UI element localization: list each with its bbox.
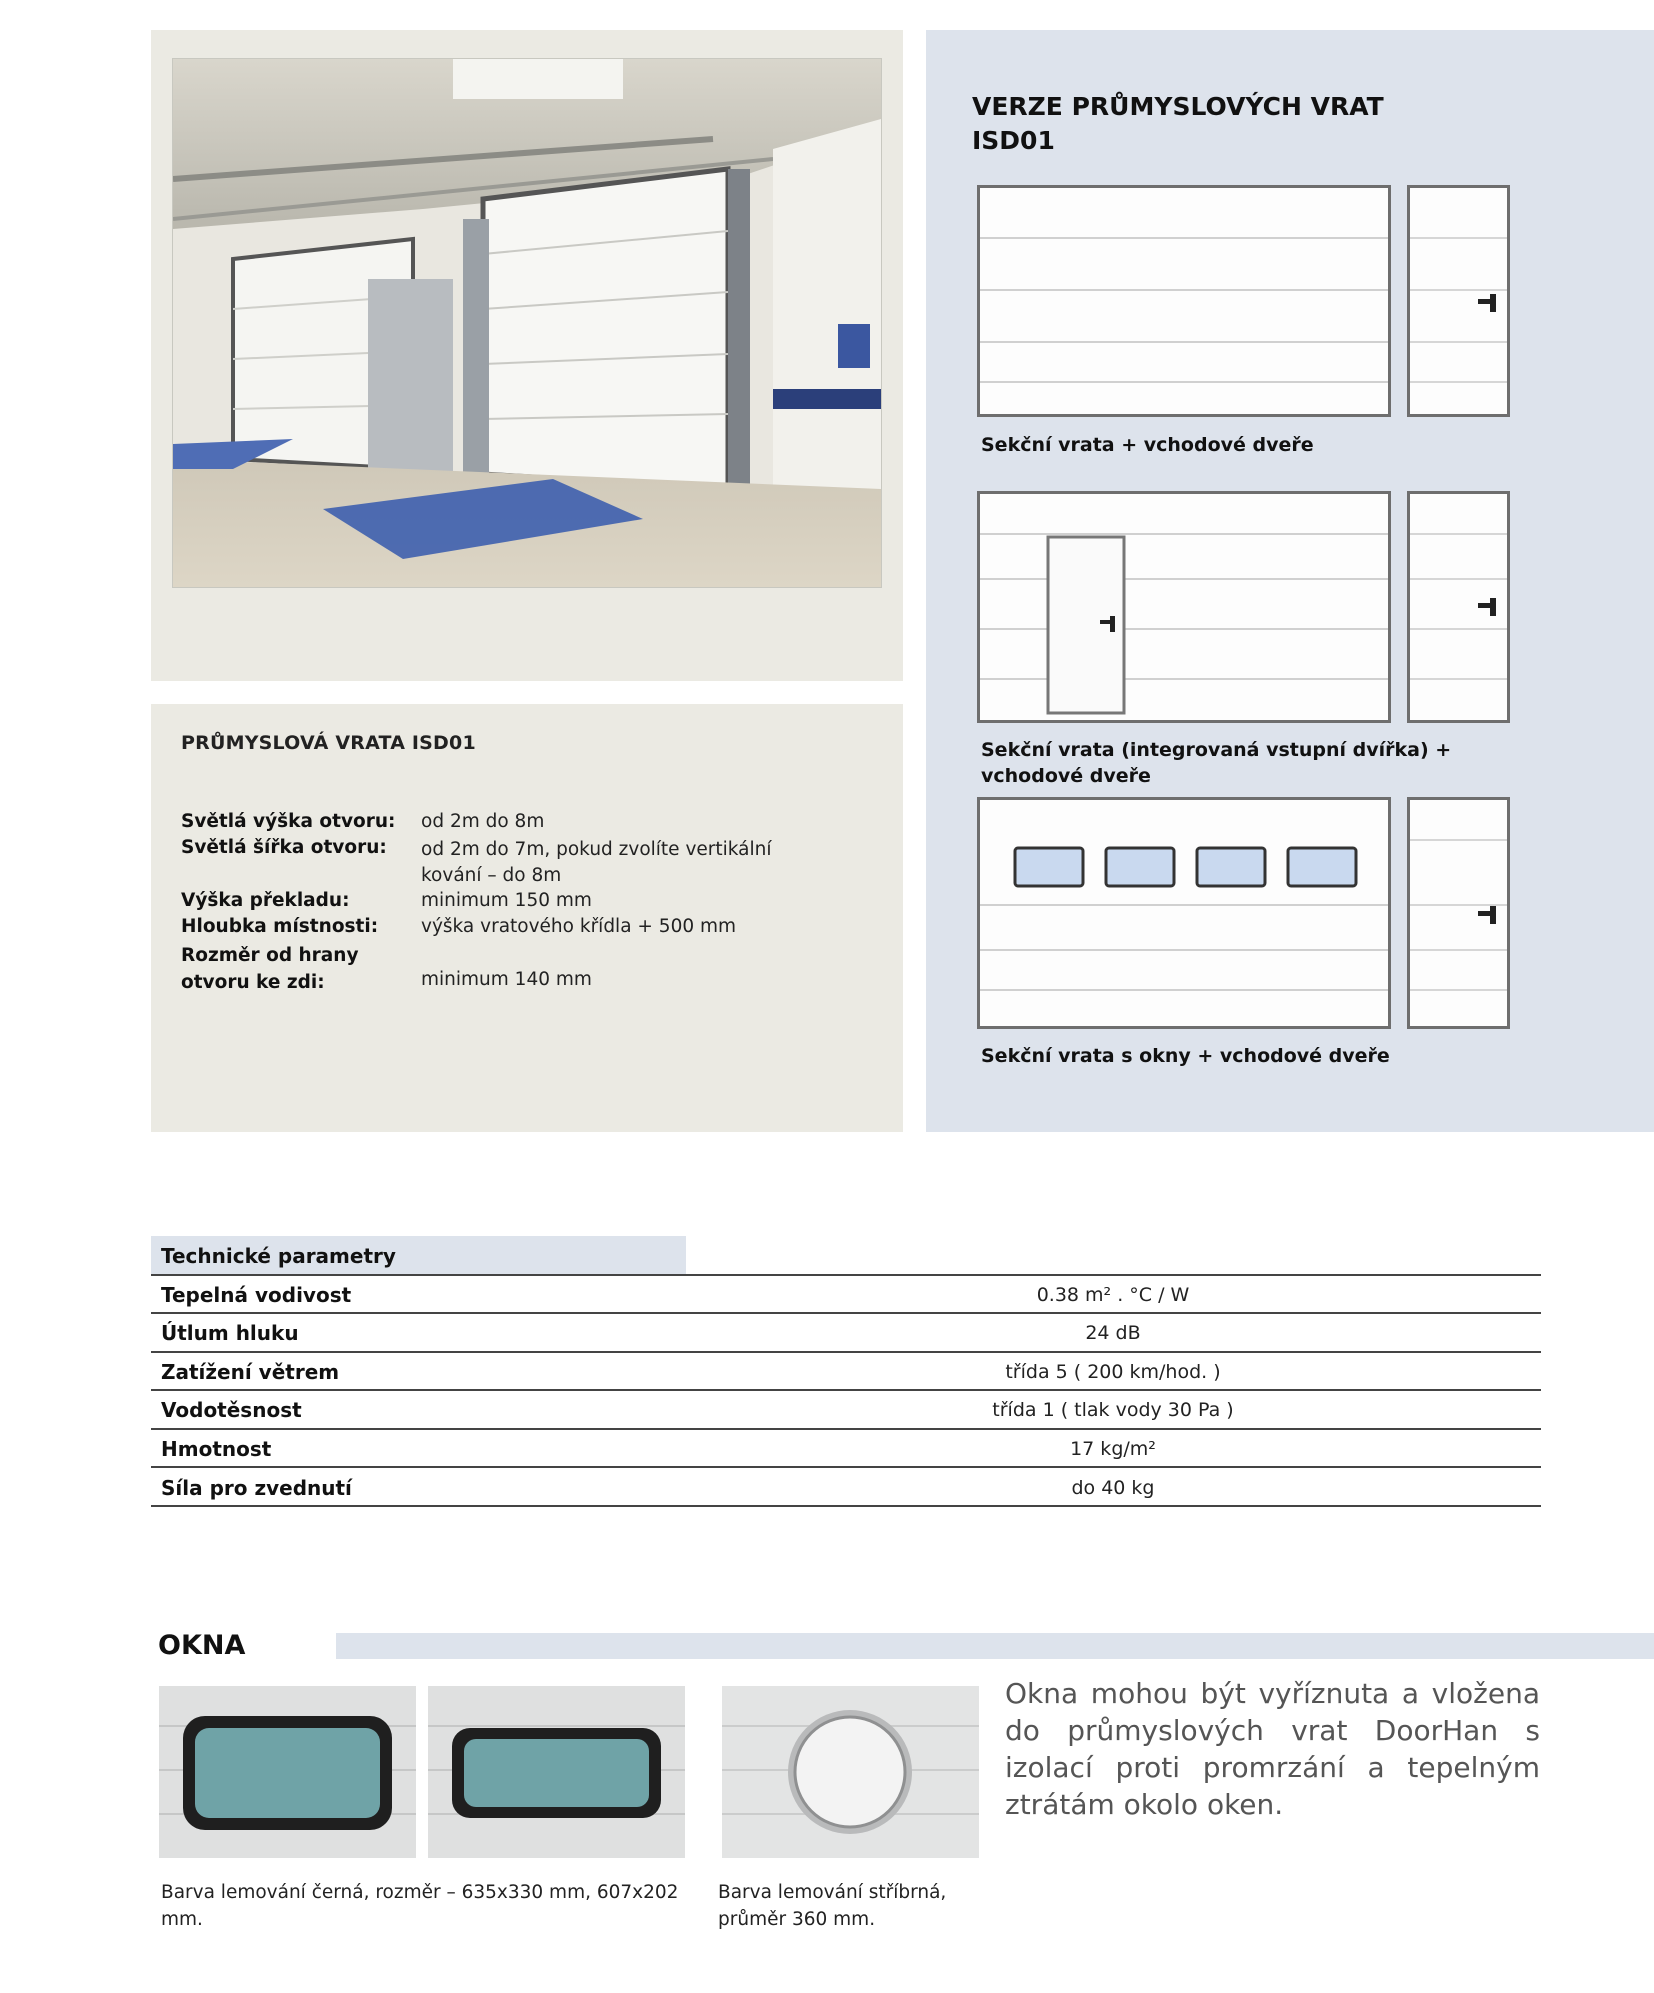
version-caption-1: Sekční vrata + vchodové dveře bbox=[981, 434, 1314, 456]
round-window-icon bbox=[722, 1686, 979, 1858]
tp-value-water: třída 1 ( tlak vody 30 Pa ) bbox=[992, 1399, 1234, 1421]
versions-title-line1: VERZE PRŮMYSLOVÝCH VRAT bbox=[972, 92, 1384, 121]
table-divider bbox=[151, 1466, 1541, 1468]
tp-label-weight: Hmotnost bbox=[161, 1437, 272, 1461]
windows-title-bar bbox=[336, 1633, 1654, 1659]
window-black-large bbox=[159, 1686, 416, 1858]
warehouse-photo bbox=[172, 58, 882, 588]
sectional-door-wicket bbox=[977, 491, 1391, 723]
windows-title: OKNA bbox=[158, 1630, 246, 1661]
tech-params-header: Technické parametry bbox=[161, 1244, 396, 1268]
door-handle-icon bbox=[1410, 188, 1507, 414]
windows-description: Okna mohou být vyříznuta a vložena do průmyslových vrat DoorHan s izolací proti promrzání a tepelným ztrátám okolo oken. bbox=[1005, 1677, 1540, 1821]
table-divider bbox=[151, 1428, 1541, 1430]
entrance-door-3 bbox=[1407, 797, 1510, 1029]
tp-label-noise: Útlum hluku bbox=[161, 1321, 299, 1345]
tp-label-lift: Síla pro zvednutí bbox=[161, 1476, 352, 1500]
spec-label-lintel: Výška překladu: bbox=[181, 890, 350, 911]
tp-value-noise: 24 dB bbox=[1085, 1322, 1141, 1344]
door-panels bbox=[980, 188, 1388, 414]
door-panels-windows bbox=[980, 800, 1388, 1026]
spec-value-height: od 2m do 8m bbox=[421, 811, 545, 832]
spec-label-width: Světlá šířka otvoru: bbox=[181, 837, 387, 858]
door-handle-icon-2 bbox=[1410, 494, 1507, 720]
window-silver-round bbox=[722, 1686, 979, 1858]
table-divider bbox=[151, 1351, 1541, 1353]
windows-caption-silver: Barva lemování stříbrná, průměr 360 mm. bbox=[718, 1882, 947, 1930]
sectional-door-plain bbox=[977, 185, 1391, 417]
spec-value-lintel: minimum 150 mm bbox=[421, 890, 592, 911]
spec-value-side: minimum 140 mm bbox=[421, 969, 592, 990]
warehouse-photo-illustration bbox=[173, 59, 881, 587]
version-caption-2: Sekční vrata (integrovaná vstupní dvířka) + vchodové dveře bbox=[981, 739, 1452, 787]
tp-value-wind: třída 5 ( 200 km/hod. ) bbox=[1005, 1361, 1221, 1383]
versions-title-line2: ISD01 bbox=[972, 126, 1055, 155]
table-divider bbox=[151, 1389, 1541, 1391]
tp-label-water: Vodotěsnost bbox=[161, 1398, 302, 1422]
table-divider bbox=[151, 1312, 1541, 1314]
spec-label-height: Světlá výška otvoru: bbox=[181, 811, 396, 832]
window-black-small bbox=[428, 1686, 685, 1858]
version-caption-3: Sekční vrata s okny + vchodové dveře bbox=[981, 1045, 1390, 1067]
tp-label-thermal: Tepelná vodivost bbox=[161, 1283, 352, 1307]
tp-label-wind: Zatížení větrem bbox=[161, 1360, 340, 1384]
windows-caption-black: Barva lemování černá, rozměr – 635x330 mm, 607x202 mm. bbox=[161, 1882, 679, 1930]
tp-value-lift: do 40 kg bbox=[1071, 1477, 1155, 1499]
door-handle-icon-3 bbox=[1410, 800, 1507, 1026]
rectangular-window-icon bbox=[159, 1686, 416, 1858]
door-panels-wicket bbox=[980, 494, 1388, 720]
spec-title: PRŮMYSLOVÁ VRATA ISD01 bbox=[181, 732, 476, 754]
spec-label-side: Rozměr od hrany otvoru ke zdi: bbox=[181, 945, 359, 993]
spec-value-width: od 2m do 7m, pokud zvolíte vertikální kování – do 8m bbox=[421, 839, 772, 886]
tp-value-weight: 17 kg/m² bbox=[1070, 1438, 1156, 1460]
table-divider bbox=[151, 1505, 1541, 1507]
rectangular-window-icon bbox=[428, 1686, 685, 1858]
spec-label-depth: Hloubka místnosti: bbox=[181, 916, 379, 937]
sectional-door-windows bbox=[977, 797, 1391, 1029]
entrance-door bbox=[1407, 185, 1510, 417]
entrance-door-2 bbox=[1407, 491, 1510, 723]
spec-value-depth: výška vratového křídla + 500 mm bbox=[421, 916, 737, 937]
table-divider bbox=[151, 1274, 1541, 1276]
tp-value-thermal: 0.38 m² . °C / W bbox=[1036, 1284, 1190, 1306]
versions-title bbox=[972, 90, 1384, 158]
